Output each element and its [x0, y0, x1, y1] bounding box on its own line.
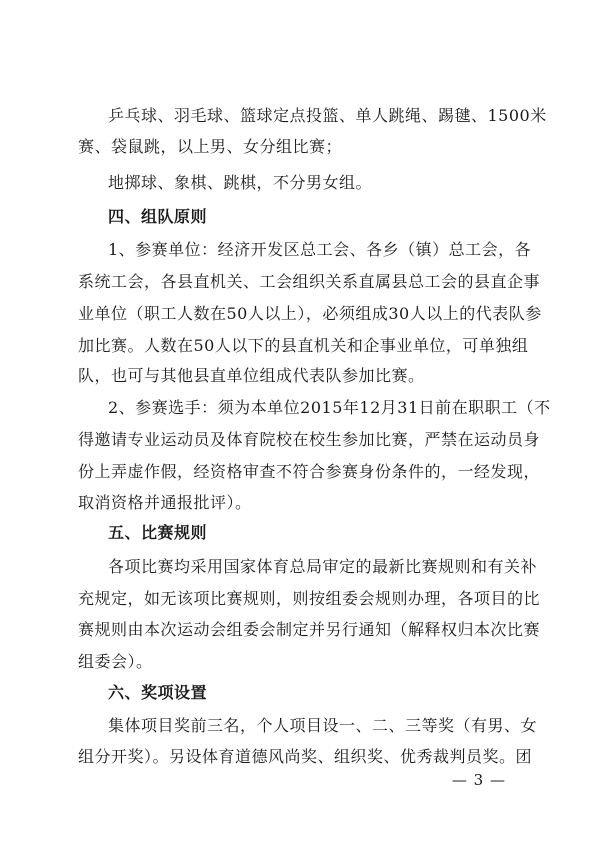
paragraph-line: 地掷球、象棋、跳棋，不分男女组。 — [108, 173, 373, 192]
paragraph-line: 队，也可与其他县直单位组成代表队参加比赛。 — [78, 366, 425, 385]
paragraph-line: 业单位（职工人数在50人以上），必须组成30人以上的代表队参 — [78, 304, 542, 323]
paragraph-line: 集体项目奖前三名，个人项目设一、二、三等奖（有男、女 — [108, 716, 538, 735]
paragraph-line: 加比赛。人数在50人以下的县直机关和企事业单位，可单独组 — [78, 336, 529, 355]
section-heading: 四、组队原则 — [108, 207, 208, 226]
paragraph-line: 系统工会，各县直机关、工会组织关系直属县总工会的县直企事 — [78, 272, 541, 291]
paragraph-line: 赛、袋鼠跳，以上男、女分组比赛； — [78, 137, 343, 156]
paragraph-line: 份上弄虚作假，经资格审查不符合参赛身份条件的，一经发现， — [78, 462, 541, 481]
paragraph-line: 取消资格并通报批评）。 — [78, 493, 252, 512]
paragraph-line: 得邀请专业运动员及体育院校在校生参加比赛，严禁在运动员身 — [78, 430, 541, 449]
paragraph-line: 赛规则由本次运动会组委会制定并另行通知（解释权归本次比赛 — [78, 620, 541, 639]
paragraph-line: 组委会）。 — [78, 652, 153, 671]
paragraph-line: 组分开奖）。另设体育道德风尚奖、组织奖、优秀裁判员奖。团 — [78, 747, 533, 766]
section-heading: 五、比赛规则 — [108, 523, 208, 542]
paragraph-line: 2、参赛选手：须为本单位2015年12月31日前在职职工（不 — [108, 398, 551, 417]
paragraph-line: 乒乓球、羽毛球、篮球定点投篮、单人跳绳、踢毽、1500米 — [108, 106, 547, 125]
paragraph-line: 1、参赛单位：经济开发区总工会、各乡（镇）总工会，各 — [108, 240, 532, 259]
paragraph-line: 各项比赛均采用国家体育总局审定的最新比赛规则和有关补 — [108, 557, 538, 576]
paragraph-line: 充规定，如无该项比赛规则，则按组委会规则办理，各项目的比 — [78, 589, 541, 608]
section-heading: 六、奖项设置 — [108, 683, 208, 702]
page-number: — 3 — — [451, 771, 506, 789]
